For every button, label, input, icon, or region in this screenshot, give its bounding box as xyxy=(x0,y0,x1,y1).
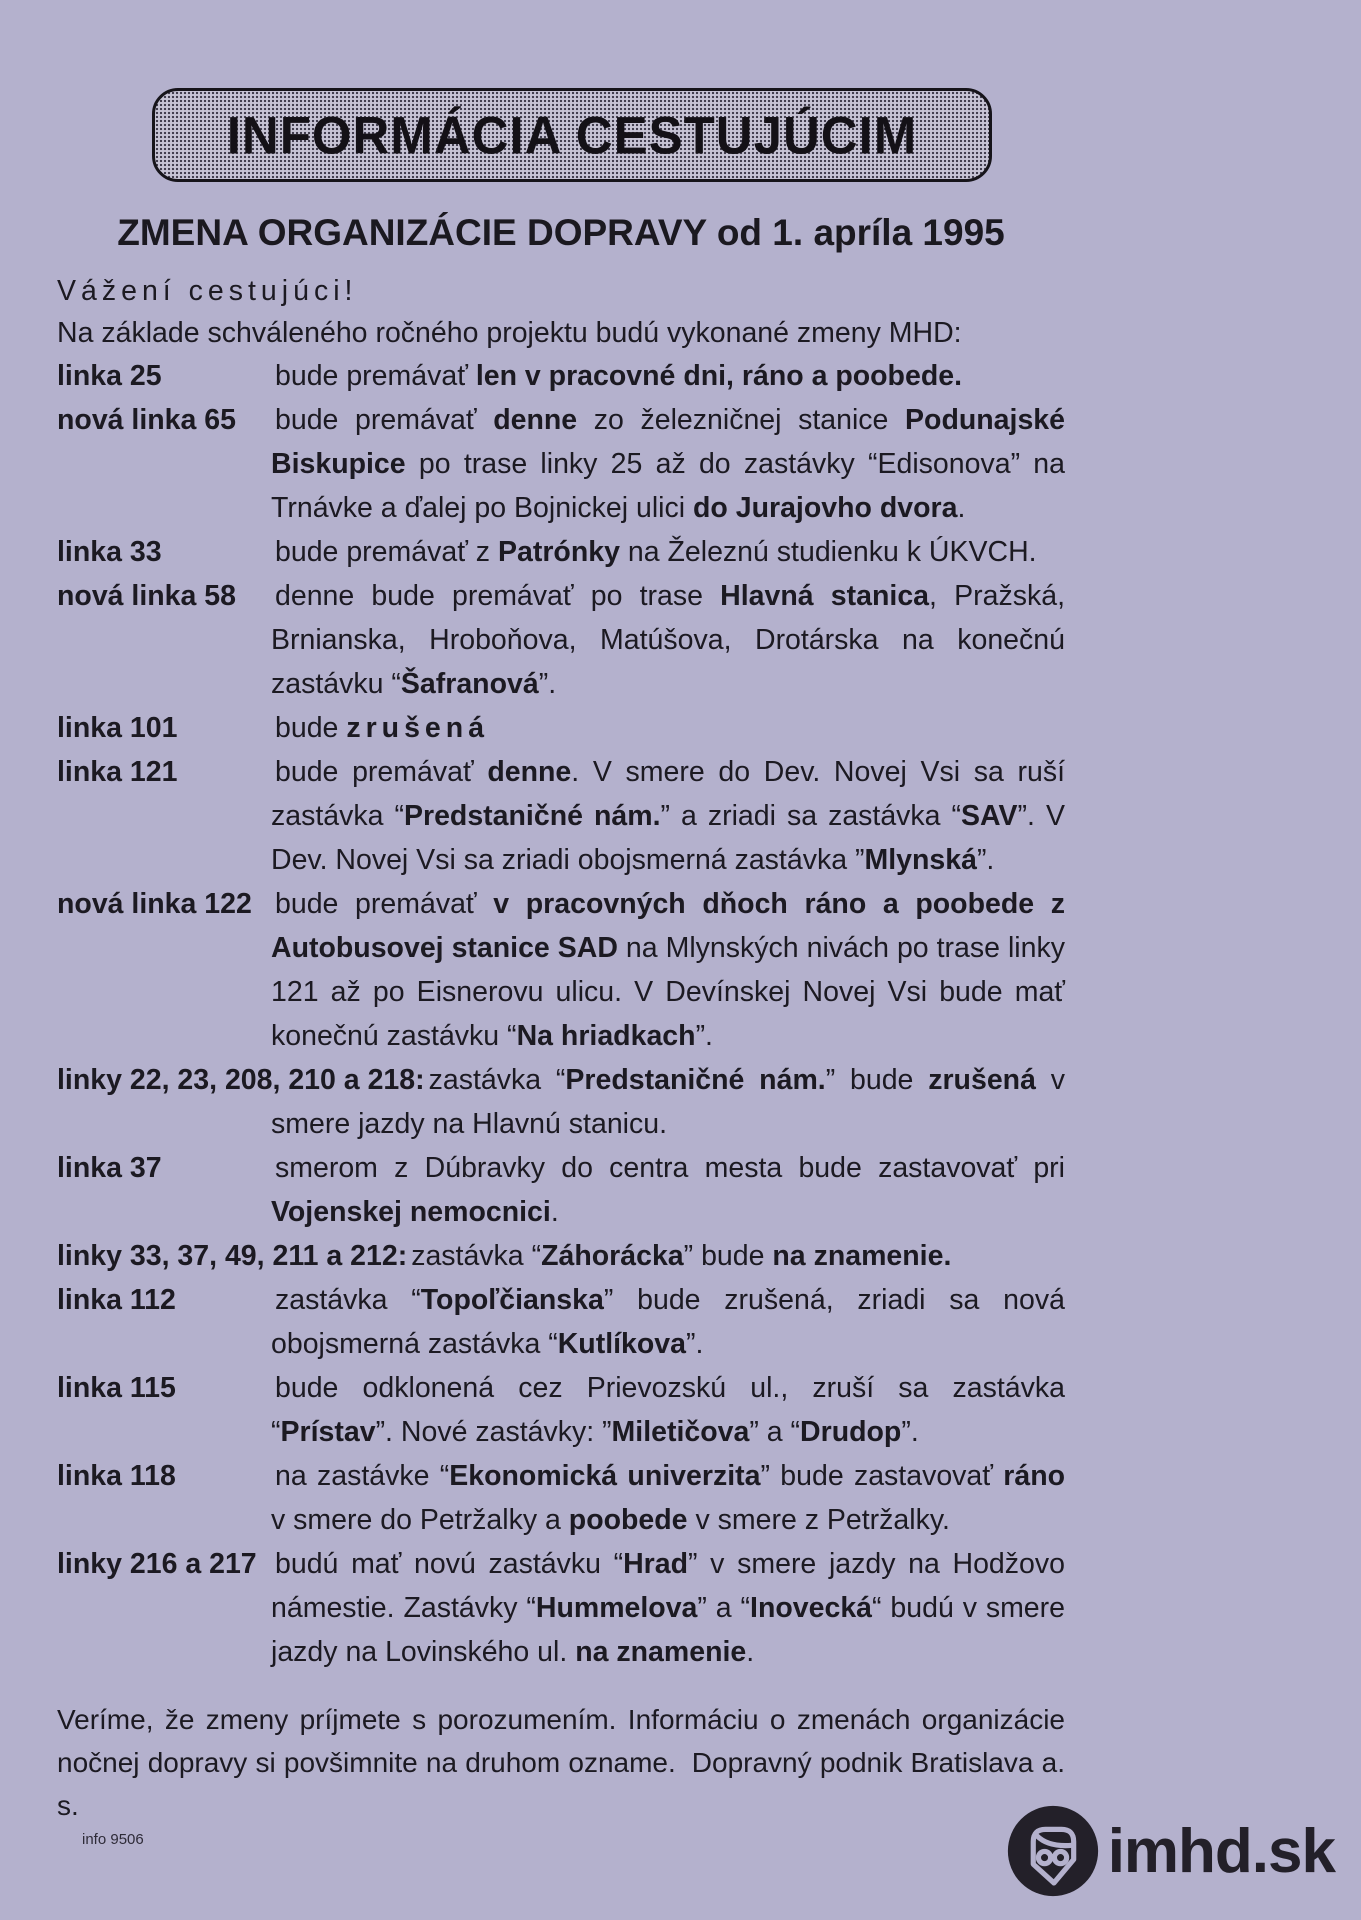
entry-text-bold: Záhorácka xyxy=(541,1240,684,1272)
entry-text xyxy=(411,1240,951,1272)
entry-text xyxy=(271,756,1065,876)
entry-text xyxy=(271,1152,1065,1228)
entry-label: linka 112 xyxy=(57,1284,176,1316)
entry-text xyxy=(275,712,489,744)
entry-text-plain: bude premávať xyxy=(275,404,494,436)
entry-text-plain: zastávka “ xyxy=(275,1284,421,1316)
entry-label: linky 22, 23, 208, 210 a 218: xyxy=(57,1064,425,1096)
entry-text xyxy=(271,1548,1065,1668)
page-title: ZMENA ORGANIZÁCIE DOPRAVY od 1. apríla 1995 xyxy=(117,212,1005,253)
entry-text-bold: Inovecká xyxy=(750,1592,873,1624)
entry-text-bold: Vojenskej nemocnici xyxy=(271,1196,551,1228)
entry-text-bold: poobede xyxy=(568,1504,688,1536)
entry-text-bold: Kutlíkova xyxy=(557,1328,686,1360)
entry-row xyxy=(57,1278,1065,1366)
entry-text-bold: SAV xyxy=(961,800,1018,832)
entry-label: linky 33, 37, 49, 211 a 212: xyxy=(57,1240,408,1272)
entry-row xyxy=(57,1234,1065,1278)
entry-text-bold: Hummelova xyxy=(535,1592,698,1624)
entry-text-plain: . V smere do Dev. Novej Vsi sa ruší zastávka “ xyxy=(271,756,1065,832)
entry-label: linka 37 xyxy=(57,1152,162,1184)
entry-text-plain: denne bude premávať po trase xyxy=(275,580,721,612)
entry-label: linka 115 xyxy=(57,1372,176,1404)
entry-text-plain: bude premávať z xyxy=(275,536,498,568)
entry-text-plain: ” v smere jazdy na Hodžovo námestie. Zastávky “ xyxy=(271,1548,1065,1624)
entry-text-plain: na Mlynských nivách po trase linky 121 až po Eisnerovu ulicu. V Devínskej Novej Vsi bude mať konečnú zastávku “ xyxy=(271,932,1065,1052)
entry-text-bold: Na hriadkach xyxy=(516,1020,696,1052)
entry-text-plain: zo železničnej stanice xyxy=(577,404,906,436)
entry-text-plain: v smere z Petržalky. xyxy=(687,1504,950,1536)
entry-text xyxy=(275,360,962,392)
footer-note xyxy=(57,1698,1065,1827)
flyer-content xyxy=(57,0,1065,1827)
entry-text-bold: len v pracovné dni, ráno a poobede. xyxy=(475,360,962,392)
entry-row xyxy=(57,1454,1065,1542)
entry-text-bold: Prístav xyxy=(280,1416,376,1448)
entry-label: linka 118 xyxy=(57,1460,176,1492)
title-banner xyxy=(152,88,992,182)
entry-label: nová linka 65 xyxy=(57,404,237,436)
entry-text-bold: Šafranová xyxy=(400,668,539,700)
entry-label: linka 25 xyxy=(57,360,162,392)
entry-label: nová linka 58 xyxy=(57,580,237,612)
entry-text-plain: smerom z Dúbravky do centra mesta bude zastavovať pri xyxy=(275,1152,1065,1184)
entry-text-plain: . xyxy=(957,492,966,524)
entry-text-plain: “ budú v smere jazdy na Lovinského ul. xyxy=(271,1592,1066,1668)
entry-text-plain: ” a “ xyxy=(697,1592,751,1624)
info-code: info 9506 xyxy=(82,1831,144,1848)
entry-text-bold: v pracovných dňoch ráno a poobede z Autobusovej stanice SAD xyxy=(271,888,1065,964)
bus-pin-icon xyxy=(1006,1804,1100,1898)
entry-text xyxy=(271,888,1065,1052)
entry-text-bold: Hrad xyxy=(623,1548,689,1580)
entry-text xyxy=(271,1372,1065,1448)
entry-label: linka 121 xyxy=(57,756,178,788)
entry-text-plain: na zastávke “ xyxy=(275,1460,450,1492)
entry-text-plain: ”. Nové zastávky: ” xyxy=(375,1416,612,1448)
entry-text-plain: . xyxy=(550,1196,559,1228)
entry-text-bold: Patrónky xyxy=(497,536,620,568)
entry-text-plain: po trase linky 25 až do zastávky “Edisonova” na Trnávke a ďalej po Bojnickej ulici xyxy=(271,448,1065,524)
entry-text xyxy=(271,1284,1065,1360)
entry-text-plain: na Železnú studienku k ÚKVCH. xyxy=(619,536,1037,568)
entry-text-bold: zrušená xyxy=(928,1064,1036,1096)
entry-text-bold: Hlavná stanica xyxy=(720,580,930,612)
entry-row xyxy=(57,1542,1065,1674)
entry-row xyxy=(57,1146,1065,1234)
footer-signature: Dopravný podnik Bratislava a. s. xyxy=(57,1747,1065,1821)
salutation: Vážení cestujúci! xyxy=(57,275,358,307)
entry-text-bold: denne xyxy=(487,756,572,788)
entry-text-bold: Drudop xyxy=(800,1416,902,1448)
entry-text-bold: na znamenie xyxy=(575,1636,747,1668)
entry-text-bold: zrušená xyxy=(346,712,490,744)
entry-label: linka 33 xyxy=(57,536,162,568)
entry-text-plain: bude premávať xyxy=(275,360,476,392)
entry-text-plain: bude odklonená cez Prievozskú ul., zruší sa zastávka “ xyxy=(271,1372,1065,1448)
entry-text-plain: ”. xyxy=(901,1416,919,1448)
entry-text-plain: ”. xyxy=(695,1020,713,1052)
entry-text-plain: v smere jazdy na Hlavnú stanicu. xyxy=(271,1064,1065,1140)
entry-text-plain: ”. xyxy=(538,668,557,700)
entry-text-plain: ” bude zastavovať xyxy=(760,1460,1004,1492)
entry-text-plain: bude premávať xyxy=(275,756,488,788)
entry-text-bold: Predstaničné nám. xyxy=(403,800,661,832)
entry-text-plain: zastávka “ xyxy=(411,1240,542,1272)
entry-row xyxy=(57,882,1065,1058)
entry-text-bold: Predstaničné nám. xyxy=(565,1064,826,1096)
entry-text-plain: v smere do Petržalky a xyxy=(271,1504,569,1536)
entry-text-bold: ráno xyxy=(1003,1460,1066,1492)
entry-text xyxy=(271,404,1065,524)
entry-text-plain: ”. xyxy=(976,844,995,876)
entry-text-plain: ” bude xyxy=(825,1064,929,1096)
entry-text-bold: Miletičova xyxy=(611,1416,750,1448)
entry-row xyxy=(57,1058,1065,1146)
entry-label: linka 101 xyxy=(57,712,178,744)
entry-row xyxy=(57,354,1065,398)
imhd-logo xyxy=(1006,1804,1335,1898)
entry-label: nová linka 122 xyxy=(57,888,252,920)
intro-line: Na základe schváleného ročného projektu budú vykonané zmeny MHD: xyxy=(57,317,962,349)
entry-row xyxy=(57,706,1065,750)
entry-text-bold: do Jurajovho dvora xyxy=(693,492,958,524)
entry-text-bold: Ekonomická univerzita xyxy=(449,1460,761,1492)
entry-text-bold: Podunajské Biskupice xyxy=(271,404,1065,480)
banner-title: INFORMÁCIA CESTUJÚCIM xyxy=(226,105,918,165)
entry-text xyxy=(271,580,1065,700)
imhd-logo-text: imhd.sk xyxy=(1107,1816,1335,1886)
entry-text-plain: ” a zriadi sa zastávka “ xyxy=(660,800,962,832)
entry-text-plain: ” a “ xyxy=(749,1416,801,1448)
entry-text-bold: na znamenie. xyxy=(772,1240,952,1272)
entry-text-bold: denne xyxy=(493,404,578,436)
entry-text-plain: , Pražská, Brnianska, Hroboňova, Matúšova, Drotárska na konečnú zastávku “ xyxy=(271,580,1065,700)
entries-list xyxy=(57,354,1065,1674)
entry-text-plain: ”. V Dev. Novej Vsi sa zriadi obojsmerná zastávka ” xyxy=(271,800,1065,876)
entry-row xyxy=(57,530,1065,574)
entry-row xyxy=(57,750,1065,882)
entry-text-plain: ” bude zrušená, zriadi sa nová obojsmerná zastávka “ xyxy=(271,1284,1065,1360)
entry-text-plain: ”. xyxy=(686,1328,704,1360)
entry-text-bold: Mlynská xyxy=(864,844,977,876)
entry-row xyxy=(57,574,1065,706)
entry-text-plain: budú mať novú zastávku “ xyxy=(275,1548,624,1580)
entry-row xyxy=(57,398,1065,530)
entry-text-plain: bude premávať xyxy=(275,888,494,920)
entry-text-plain: . xyxy=(746,1636,755,1668)
entry-text xyxy=(271,1460,1065,1536)
entry-text-plain: ” bude xyxy=(683,1240,773,1272)
footer-text: Veríme, že zmeny príjmete s porozumením. Informáciu o zmenách organizácie nočnej dopravy si povšimnite na druhom ozname. xyxy=(57,1704,1065,1778)
entry-text-plain: bude xyxy=(275,712,347,744)
entry-text-plain: zastávka “ xyxy=(428,1064,566,1096)
entry-text-bold: Topoľčianska xyxy=(420,1284,604,1316)
entry-text xyxy=(275,536,1037,568)
entry-label: linky 216 a 217 xyxy=(57,1548,257,1580)
entry-row xyxy=(57,1366,1065,1454)
